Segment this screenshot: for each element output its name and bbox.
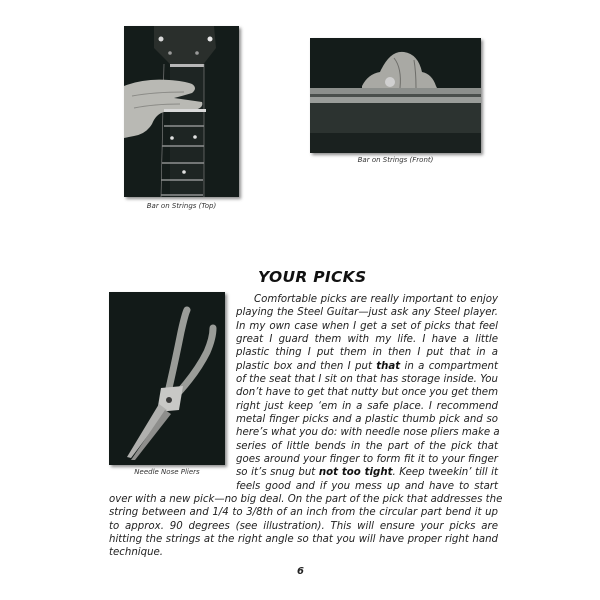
steel-bar-front-illustration — [310, 38, 481, 153]
text-line: technique. — [109, 547, 164, 559]
photo-bar-on-strings-top — [124, 26, 239, 197]
text-line: over with a new pick—no big deal. On the part of the pick that addresses the — [109, 494, 503, 505]
caption-needle-nose-pliers: Needle Nose Pliers — [134, 468, 200, 476]
text-line: right just keep ‘em in a safe place. I recommend — [236, 400, 498, 412]
guitar-neck-hand-illustration — [124, 26, 239, 197]
text-line: plastic box and then I put that in a compartment — [236, 360, 498, 372]
caption-bar-on-strings-top: Bar on Strings (Top) — [146, 202, 217, 210]
text-line: so it’s snug but not too tight. Keep tweekin’ till it — [236, 467, 498, 479]
text-line: plastic thing I put them in then I put that in a — [236, 347, 498, 359]
pliers-illustration — [109, 292, 225, 465]
text-line: don’t have to get that nutty but once you get them — [236, 387, 498, 399]
text-line: series of little bends in the part of the pick that — [236, 440, 498, 452]
body-paragraph-wrapped — [236, 293, 498, 493]
photo-bar-on-strings-front — [310, 38, 481, 153]
emphasis-not-too-tight: not too tight — [318, 467, 393, 479]
text-line: hitting the strings at the right angle so that you will have proper right hand — [109, 534, 498, 546]
text-line: of the seat that I sit on that has storage inside. You — [236, 374, 498, 386]
emphasis-that: that — [376, 360, 401, 372]
text-line: Comfortable picks are really important to enjoy — [254, 294, 498, 305]
section-heading: YOUR PICKS — [258, 268, 367, 286]
body-paragraph-full — [109, 493, 503, 560]
text-line: to approx. 90 degrees (see illustration). This will ensure your picks are — [109, 520, 498, 532]
text-line: In my own case when I get a set of picks that feel — [236, 320, 498, 332]
text-line: metal finger picks and a plastic thumb pick and so — [236, 414, 498, 426]
text-line: great I guard them with my life. I have a little — [236, 334, 498, 346]
text-line: feels good and if you mess up and have to start — [236, 480, 498, 492]
page-number: 6 — [297, 566, 304, 577]
text-line: string between and 1/4 to 3/8th of an inch from the circular part bend it up — [109, 507, 498, 519]
text-line: here’s what you do: with needle nose pliers make a — [236, 427, 500, 439]
text-line: playing the Steel Guitar—just ask any Steel player. — [236, 307, 498, 319]
text-line: goes around your finger to form fit it to your finger — [236, 454, 498, 466]
caption-bar-on-strings-front: Bar on Strings (Front) — [357, 156, 434, 164]
photo-needle-nose-pliers — [109, 292, 225, 465]
